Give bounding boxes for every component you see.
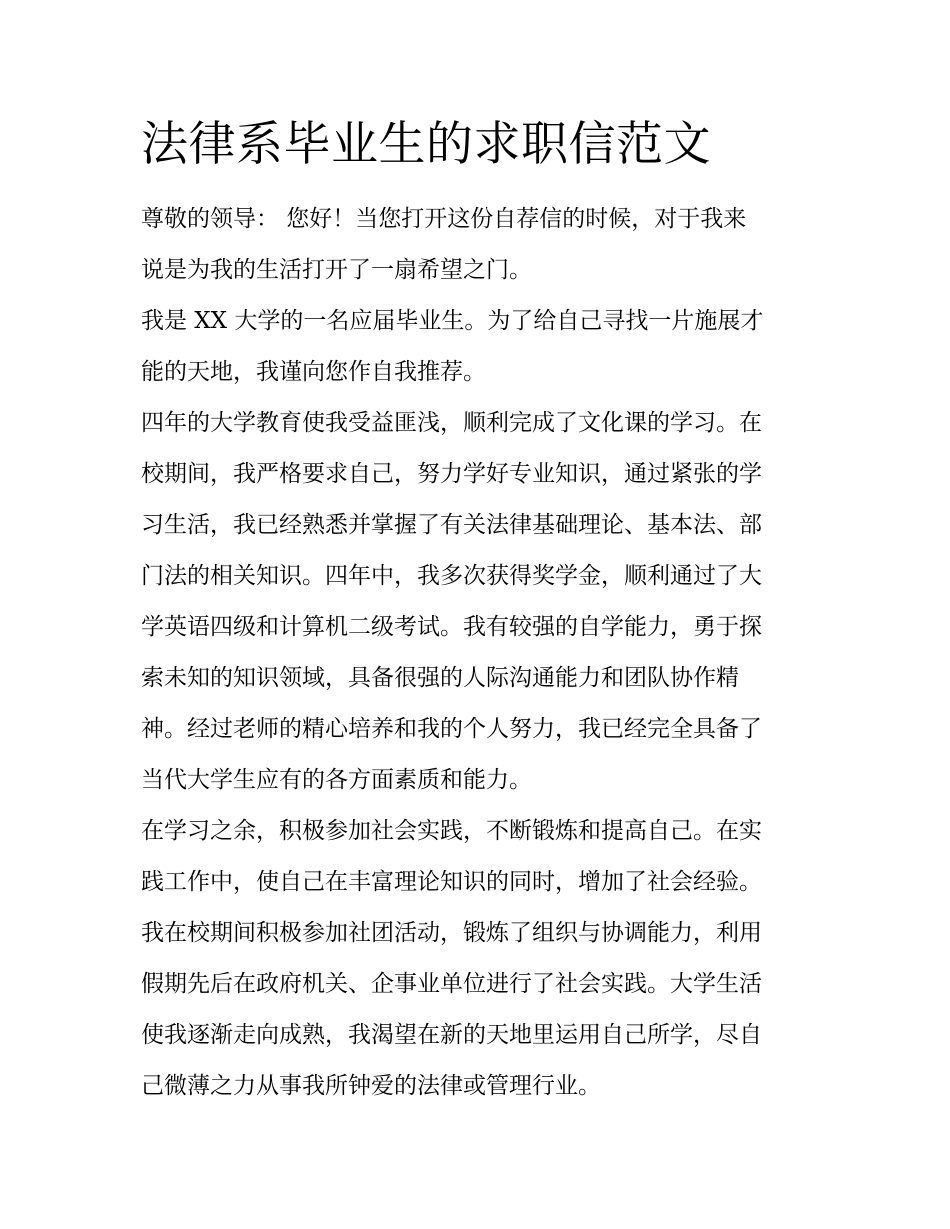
text-line: 门法的相关知识。四年中，我多次获得奖学金，顺利通过了大	[141, 563, 762, 589]
text-line: 学英语四级和计算机二级考试。我有较强的自学能力，勇于探	[141, 614, 762, 640]
text-line: 我是 XX 大学的一名应届毕业生。为了给自己寻找一片施展才	[141, 308, 764, 334]
text-line: 四年的大学教育使我受益匪浅，顺利完成了文化课的学习。在	[141, 410, 762, 436]
text-line: 践工作中，使自己在丰富理论知识的同时，增加了社会经验。	[141, 869, 762, 895]
text-line: 校期间，我严格要求自己，努力学好专业知识，通过紧张的学	[141, 461, 762, 487]
text-line: 我在校期间积极参加社团活动，锻炼了组织与协调能力，利用	[141, 920, 762, 946]
text-line: 使我逐渐走向成熟，我渴望在新的天地里运用自己所学，尽自	[141, 1022, 762, 1048]
text-line: 习生活，我已经熟悉并掌握了有关法律基础理论、基本法、部	[141, 512, 762, 538]
text-line: 神。经过老师的精心培养和我的个人努力，我已经完全具备了	[141, 716, 762, 742]
text-line: 索未知的知识领域，具备很强的人际沟通能力和团队协作精	[141, 665, 739, 691]
paragraph-introduction	[141, 296, 821, 398]
text-line: 在学习之余，积极参加社会实践，不断锻炼和提高自己。在实	[141, 818, 762, 844]
text-line: 假期先后在政府机关、企事业单位进行了社会实践。大学生活	[141, 971, 762, 997]
text-line: 当代大学生应有的各方面素质和能力。	[141, 767, 532, 793]
text-line: 尊敬的领导： 您好！当您打开这份自荐信的时候，对于我来	[141, 206, 747, 232]
text-line: 能的天地，我谨向您作自我推荐。	[141, 359, 486, 385]
paragraph-practice	[141, 806, 821, 1112]
paragraph-education	[141, 398, 821, 806]
text-line: 说是为我的生活打开了一扇希望之门。	[141, 257, 532, 283]
text-line: 己微薄之力从事我所钟爱的法律或管理行业。	[141, 1073, 601, 1099]
paragraph-greeting	[141, 194, 821, 296]
document-title: 法律系毕业生的求职信范文	[141, 117, 711, 172]
document-body	[141, 111, 821, 1112]
